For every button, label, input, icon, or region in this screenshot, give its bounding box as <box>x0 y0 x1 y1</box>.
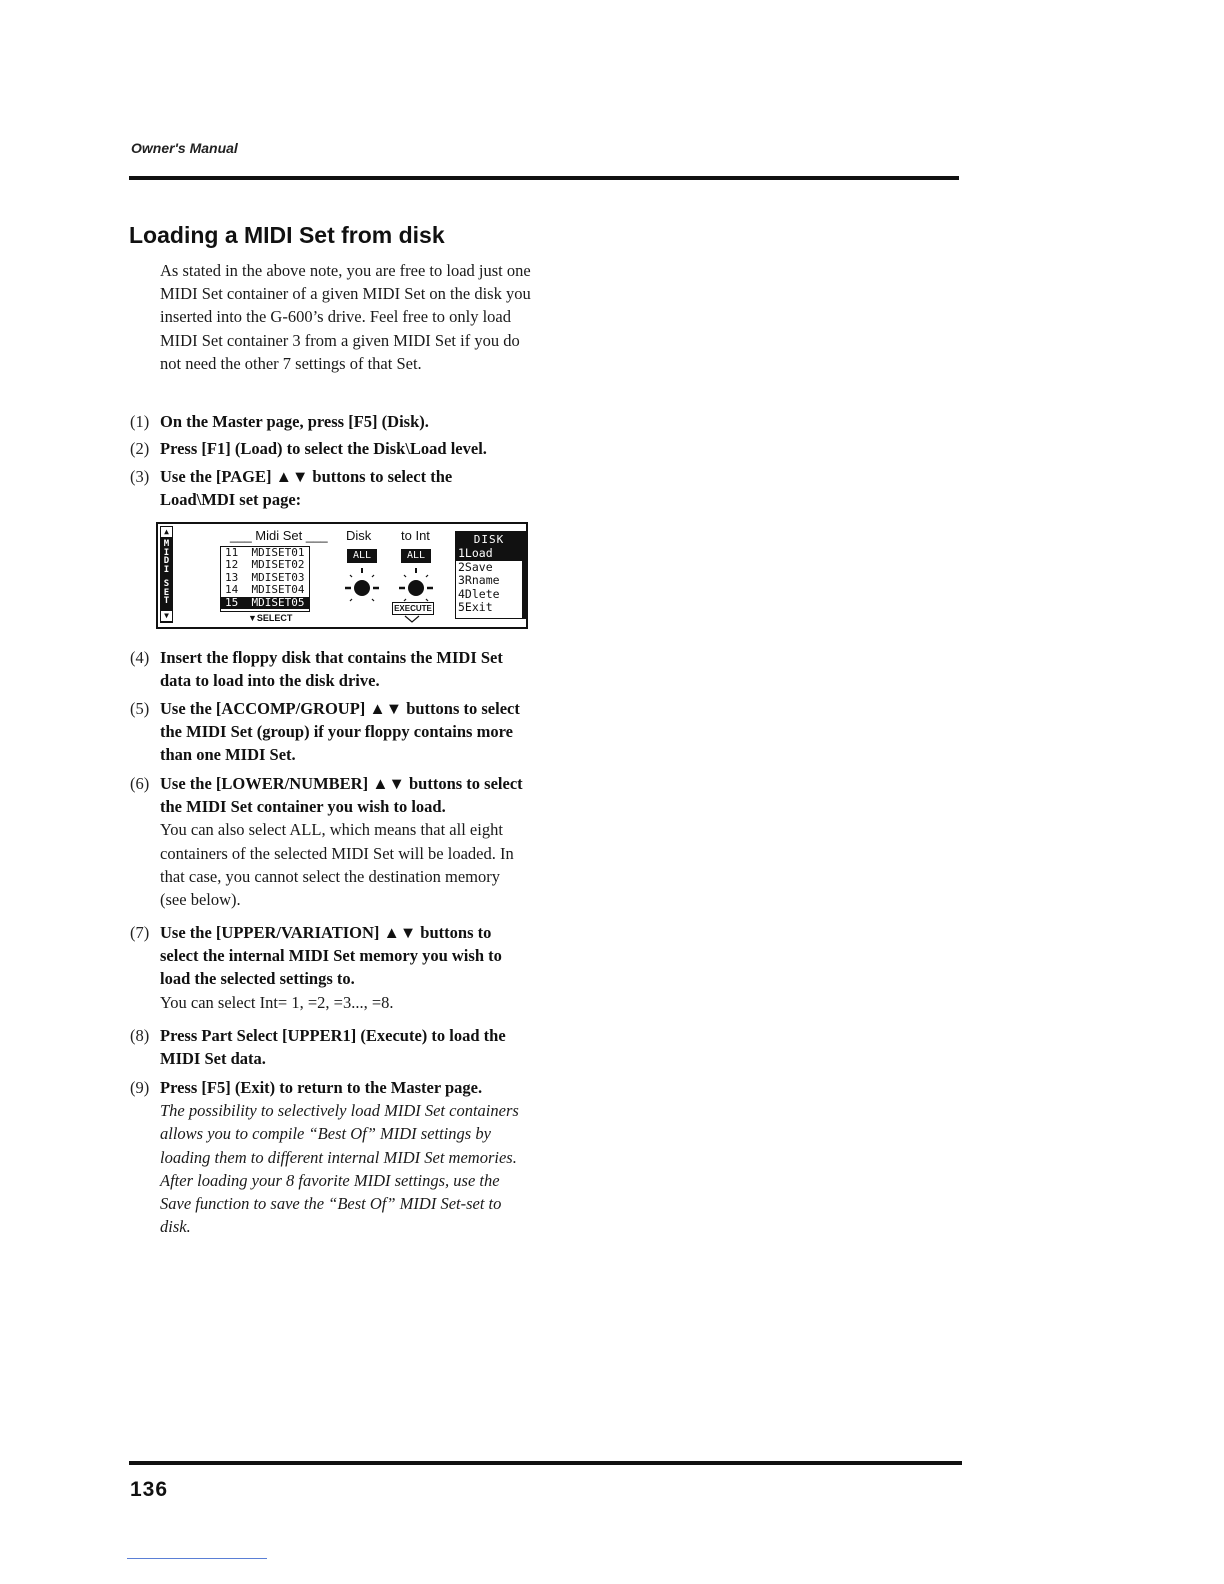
intro-paragraph: As stated in the above note, you are free to load just one MIDI Set container of a given MIDI Set on the disk you inserted into the G-600’s drive. Feel free to only load MIDI Set container 3 from a given MIDI Set if you do not need the other 7 settings of that Set. <box>160 261 531 373</box>
execute-button[interactable]: EXECUTE <box>392 602 434 615</box>
step-text: Press [F1] (Load) to select the Disk\Load level. <box>160 439 487 458</box>
step-text: On the Master page, press [F5] (Disk). <box>160 412 429 431</box>
step-number: (2) <box>130 439 150 458</box>
page-down-icon: ▼ <box>161 611 172 621</box>
disk-knob-icon[interactable] <box>342 567 382 607</box>
int-knob-icon[interactable] <box>396 567 436 607</box>
step-note: You can also select ALL, which means that all eight containers of the selected MIDI Set will be loaded. In that case, you cannot select the destination memory (see below). <box>160 820 514 910</box>
midi-set-row[interactable]: 12 MDISET02 <box>225 558 305 572</box>
menu-item-rename[interactable]: 3Rname <box>458 573 500 587</box>
step-8 <box>130 1024 530 1070</box>
disk-value[interactable]: ALL <box>347 549 377 563</box>
step-4 <box>130 646 525 692</box>
step-text: Use the [LOWER/NUMBER] ▲▼ buttons to select the MIDI Set container you wish to load. <box>160 774 523 817</box>
menu-title: DISK <box>456 532 522 547</box>
page-up-icon: ▲ <box>161 527 172 537</box>
col-to-int: to Int <box>401 528 430 543</box>
step-text: Use the [UPPER/VARIATION] ▲▼ buttons to select the internal MIDI Set memory you wish to load the selected settings to. <box>160 923 502 989</box>
page-number: 136 <box>130 1478 169 1501</box>
menu-item-load[interactable]: 1Load <box>456 547 522 561</box>
step-text: Use the [ACCOMP/GROUP] ▲▼ buttons to select the MIDI Set (group) if your floppy contains more than one MIDI Set. <box>160 699 520 765</box>
select-label: ▼SELECT <box>248 613 293 623</box>
midi-set-row[interactable]: 13 MDISET03 <box>225 570 305 584</box>
midi-set-row[interactable]: 14 MDISET04 <box>225 583 305 597</box>
step-text: Use the [PAGE] ▲▼ buttons to select the Load\MDI set page: <box>160 467 453 510</box>
col-midi-set: ___ Midi Set ___ <box>230 528 328 543</box>
step-9 <box>130 1076 530 1238</box>
step-number: (9) <box>130 1078 150 1097</box>
step-number: (7) <box>130 923 150 942</box>
footer-link-underline <box>127 1558 267 1559</box>
menu-item-exit[interactable]: 5Exit <box>458 600 493 614</box>
step-1 <box>130 410 540 433</box>
step-text: Press Part Select [UPPER1] (Execute) to load the MIDI Set data. <box>160 1026 506 1069</box>
disk-menu <box>455 531 526 619</box>
lcd-side-tab <box>160 526 173 623</box>
step-note: The possibility to selectively load MIDI Set containers allows you to compile “Best Of” MIDI settings by loading them to different internal MIDI Set memories. After loading your 8 favorite MIDI settings, use the Save function to save the “Best Of” MIDI Set-set to disk. <box>160 1101 519 1237</box>
int-value[interactable]: ALL <box>401 549 431 563</box>
lcd-screen <box>156 522 528 629</box>
section-title: Loading a MIDI Set from disk <box>129 222 445 248</box>
top-rule <box>129 176 959 180</box>
step-text: Insert the floppy disk that contains the MIDI Set data to load into the disk drive. <box>160 648 503 691</box>
step-note: You can select Int= 1, =2, =3..., =8. <box>160 992 394 1012</box>
step-number: (5) <box>130 699 150 718</box>
step-5 <box>130 697 525 767</box>
step-number: (4) <box>130 648 150 667</box>
step-text: Press [F5] (Exit) to return to the Master page. <box>160 1078 483 1097</box>
menu-item-save[interactable]: 2Save <box>458 559 493 574</box>
running-header: Owner's Manual <box>131 140 238 156</box>
execute-pointer-icon <box>404 615 420 623</box>
col-disk: Disk <box>346 528 372 543</box>
side-label: M I D I S E T <box>163 539 170 606</box>
step-number: (8) <box>130 1026 150 1045</box>
menu-item-delete[interactable]: 4Dlete <box>458 586 500 601</box>
step-number: (3) <box>130 467 150 486</box>
step-number: (6) <box>130 774 150 793</box>
step-number: (1) <box>130 412 150 431</box>
midi-set-row[interactable]: 11 MDISET01 <box>225 546 305 559</box>
step-6 <box>130 772 530 911</box>
midi-set-list[interactable] <box>220 546 310 612</box>
step-7 <box>130 921 525 1014</box>
midi-set-row-selected[interactable]: 15 MDISET05 <box>221 597 309 609</box>
bottom-rule <box>129 1461 962 1465</box>
step-3 <box>130 465 510 511</box>
step-2 <box>130 437 540 460</box>
